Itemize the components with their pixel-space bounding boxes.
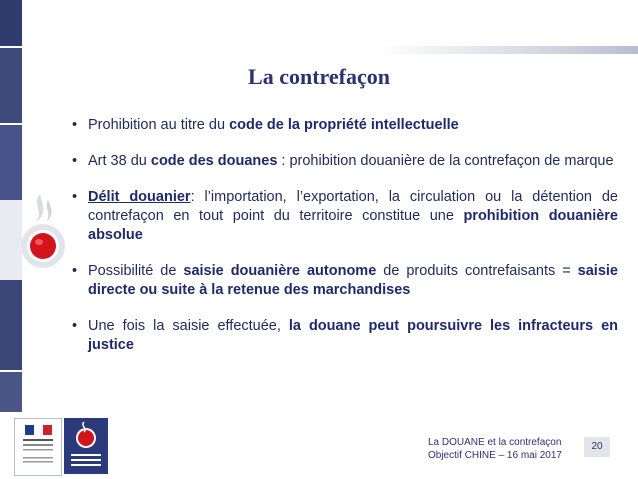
top-gradient-bar	[376, 46, 638, 54]
slide-title: La contrefaçon	[248, 64, 390, 89]
footer-caption	[428, 436, 562, 462]
list-item	[72, 317, 618, 355]
bullet-list	[72, 116, 618, 372]
left-block	[0, 125, 22, 200]
text: : l’importation, l’exportation, la circulation ou la détention de contrefaçon en tout point du territoire constitue une	[88, 189, 618, 224]
footer-line-2: Objectif CHINE – 16 mai 2017	[428, 450, 562, 461]
republique-francaise-logo	[14, 418, 62, 476]
bold-text: code de la propriété intellectuelle	[229, 117, 459, 133]
list-item	[72, 188, 618, 245]
list-item	[72, 152, 618, 171]
bold-text: saisie directe ou suite à la retenue des marchandises	[88, 263, 618, 298]
text: de produits contrefaisants =	[376, 263, 578, 279]
bold-text: prohibition douanière absolue	[88, 208, 618, 243]
bold-underlined-text: Délit douanier	[88, 189, 191, 205]
list-item	[72, 116, 618, 135]
text: Une fois la saisie effectuée,	[88, 318, 289, 334]
text: Art 38 du	[88, 153, 151, 169]
text: Possibilité de	[88, 263, 184, 279]
footer-line-1: La DOUANE et la contrefaçon	[428, 437, 562, 448]
text: Prohibition au titre du	[88, 117, 230, 133]
list-item	[72, 262, 618, 300]
text: : prohibition douanière de la contrefaçon de marque	[277, 153, 614, 169]
douanes-droits-indirects-logo	[64, 418, 108, 474]
bold-text: la douane peut poursuivre les infracteurs en justice	[88, 318, 618, 353]
left-block	[0, 280, 22, 370]
left-block	[0, 0, 22, 46]
left-block	[0, 372, 22, 412]
bold-text: saisie douanière autonome	[183, 263, 377, 279]
douane-emblem-icon	[14, 190, 72, 270]
bold-text: code des douanes	[150, 153, 278, 169]
page-number: 20	[584, 437, 610, 457]
